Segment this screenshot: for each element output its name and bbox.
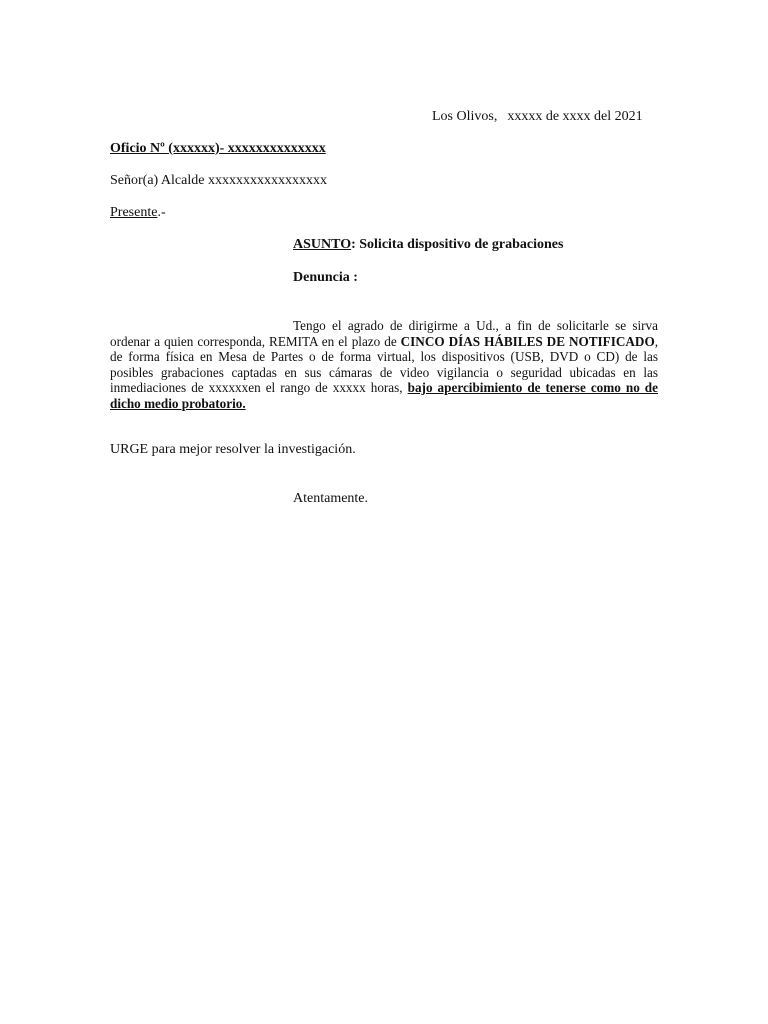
date-city: Los Olivos, [432,109,498,124]
subject-line [293,237,563,253]
presente-line [110,205,166,221]
body-warning-bold: bajo apercibimiento de tenerse como no de dicho medio probatorio. [110,380,658,411]
body-text-2: , de forma física en Mesa de Partes o de forma virtual, los dispositivos (USB, DVD o CD) de las posibles grabaciones captadas en sus cámaras de video vigilancia o seguridad ubicadas en las inmediaciones de xxxxxxen el rango de xxxxx horas, [110,333,658,396]
presente-word: Presente [110,205,158,220]
closing-line: Atentamente. [293,491,369,506]
body-text-1: Tengo el agrado de dirigirme a Ud., a fin de solicitarle se sirva ordenar a quien corresponda, REMITA en el plazo de [110,318,658,349]
date-value: xxxxx de xxxx del 2021 [507,109,643,124]
oficio-number: Oficio Nº (xxxxxx)- xxxxxxxxxxxxxx [110,141,326,156]
subject-label: ASUNTO [293,237,352,252]
urge-line: URGE para mejor resolver la investigación. [110,442,356,457]
body-deadline-bold: CINCO DÍAS HÁBILES DE NOTIFICADO [400,333,655,349]
subject-text: : Solicita dispositivo de grabaciones [351,237,564,252]
presente-suffix: .- [157,205,166,220]
date-line [432,109,643,125]
addressee-line: Señor(a) Alcalde xxxxxxxxxxxxxxxxx [110,173,327,188]
body-paragraph [110,318,658,412]
complaint-label: Denuncia : [293,270,358,285]
